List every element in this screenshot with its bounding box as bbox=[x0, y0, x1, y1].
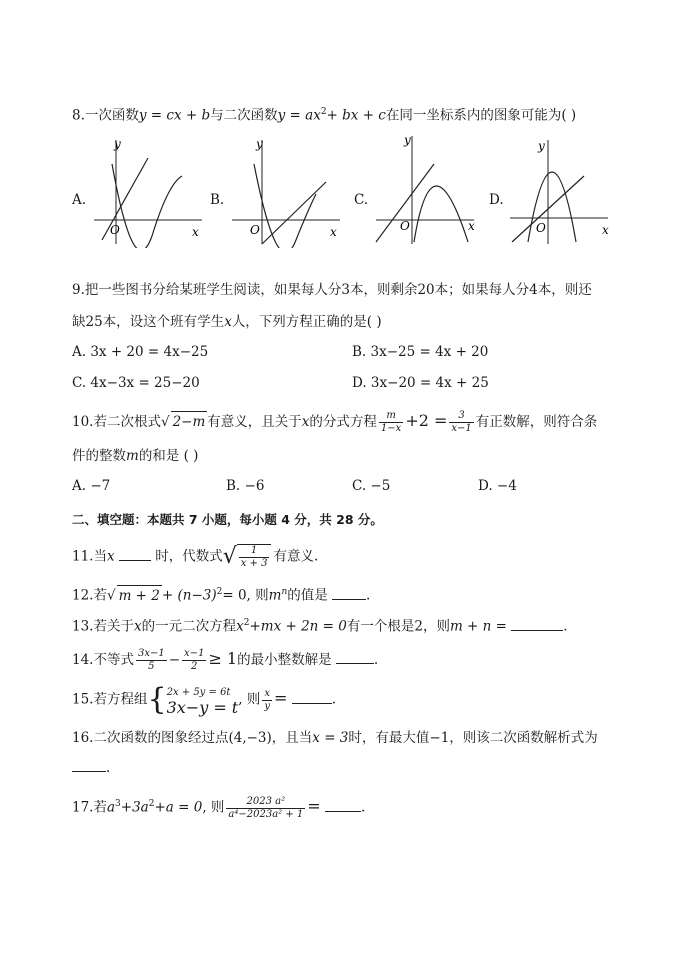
question-9-line-1: 9.把一些图书分给某班学生阅读，如果每人分3本，则剩余20本；如果每人分4本，则还 bbox=[72, 282, 592, 298]
graph-b-parabola bbox=[254, 164, 316, 248]
answer-blank-11[interactable] bbox=[119, 548, 151, 561]
graph-a-x-label: x bbox=[192, 225, 199, 239]
graph-a-y-label: y bbox=[114, 137, 121, 151]
graph-c-y-label: y bbox=[404, 133, 411, 147]
answer-blank-15[interactable] bbox=[292, 691, 332, 704]
graph-c-origin: O bbox=[400, 219, 410, 233]
question-16-line-2: . bbox=[72, 758, 110, 778]
option-d-label: D. bbox=[489, 192, 504, 208]
question-10-option-d: D. −4 bbox=[478, 478, 517, 494]
graph-b bbox=[226, 136, 346, 248]
answer-blank-12[interactable] bbox=[332, 587, 366, 600]
graph-a-parabola bbox=[112, 164, 182, 248]
graph-d-y-label: y bbox=[538, 139, 545, 153]
section-2-heading: 二、填空题：本题共 7 小题，每小题 4 分，共 28 分。 bbox=[72, 512, 383, 527]
graph-b-origin: O bbox=[250, 223, 260, 237]
question-17: 17.若$a^3+3a^2+a = 0$, 则 $\frac{\text{2023 a²}}{\text{a⁴−2023a² + 1}}$ = . bbox=[72, 795, 366, 820]
question-9-line-2: 缺25本，设这个班有学生x人，下列方程正确的是( ) bbox=[72, 314, 382, 330]
question-10-line-2: 件的整数m的和是 ( ) bbox=[72, 448, 199, 464]
option-a-label: A. bbox=[72, 192, 87, 208]
graph-b-x-label: x bbox=[330, 225, 337, 239]
graph-d bbox=[506, 136, 618, 248]
question-10-option-a: A. −7 bbox=[72, 478, 111, 494]
question-10-option-b: B. −6 bbox=[226, 478, 265, 494]
graph-a bbox=[88, 136, 208, 248]
option-b-label: B. bbox=[210, 192, 225, 208]
answer-blank-16[interactable] bbox=[72, 759, 106, 772]
graph-d-x-label: x bbox=[602, 223, 609, 237]
question-15: 15.若方程组{ 2x + 5y = 6t 3x−y = t , 则 $\frac{x}{y}$ = . bbox=[72, 682, 336, 717]
question-8: 8.一次函数y = cx + b与二次函数$y = ax^2+$ bx + c在同一坐标系内的图象可能为( ) bbox=[72, 107, 577, 124]
question-10-option-c: C. −5 bbox=[352, 478, 391, 494]
question-9-option-c: C. 4x−3x = 25−20 bbox=[72, 375, 200, 391]
question-11: 11.当x 时，代数式√ $\frac{1}{x + 3}$ 有意义. bbox=[72, 544, 319, 569]
question-13: 13.若关于x的一元二次方程$x^2+mx + 2n = 0$有一个根是2，则m + n = . bbox=[72, 618, 568, 635]
graph-c bbox=[370, 130, 482, 248]
graph-b-y-label: y bbox=[256, 137, 263, 151]
question-14: 14.不等式 $\frac{3x-1}{5}$ − $\frac{x-1}{2}$ ≥ 1的最小整数解是 . bbox=[72, 648, 379, 672]
answer-blank-17[interactable] bbox=[325, 799, 361, 812]
graph-d-origin: O bbox=[536, 221, 546, 235]
answer-blank-14[interactable] bbox=[336, 651, 374, 664]
graph-a-line bbox=[102, 158, 148, 240]
question-12: 12.若√ $m + 2 + (n-3)^2= 0$, 则$m^n$的值是 . bbox=[72, 582, 370, 606]
graph-c-parabola bbox=[414, 186, 468, 242]
option-c-label: C. bbox=[354, 192, 369, 208]
question-9-option-a: A. 3x + 20 = 4x−25 bbox=[72, 344, 209, 360]
graph-c-x-label: x bbox=[468, 219, 475, 233]
graph-a-origin: O bbox=[110, 223, 120, 237]
question-9-option-b: B. 3x−25 = 4x + 20 bbox=[352, 344, 489, 360]
question-9-option-d: D. 3x−20 = 4x + 25 bbox=[352, 375, 489, 391]
question-16: 16.二次函数的图象经过点(4,−3)，且当x = 3时，有最大值−1，则该二次函数解析式为 bbox=[72, 730, 598, 746]
graph-b-line bbox=[262, 182, 326, 244]
answer-blank-13[interactable] bbox=[511, 618, 563, 631]
question-10-line-1: 10.若二次根式√ 2−m 有意义，且关于x的分式方程 $\frac{m}{1-x}$ +2 = $\frac{3}{x-1}$ 有正数解，则符合条 bbox=[72, 410, 598, 434]
